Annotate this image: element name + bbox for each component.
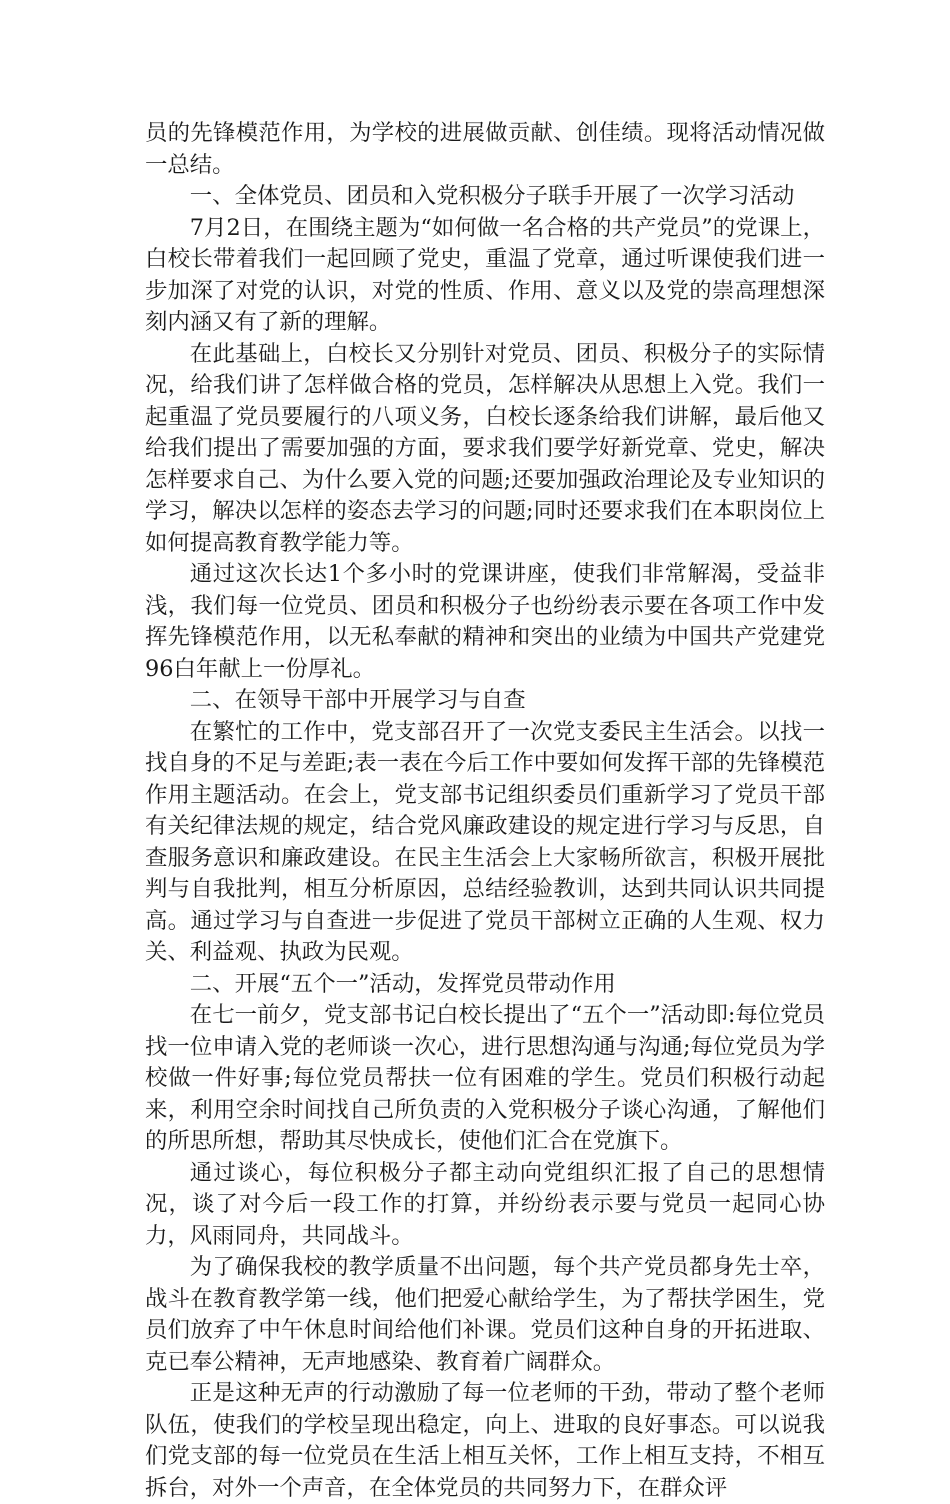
paragraph-democratic-life-meeting: 在繁忙的工作中，党支部召开了一次党支委民主生活会。以找一找自身的不足与差距;表一表在今后工作中要如何发挥干部的先锋模范作用主题活动。在会上，党支部书记组织委员们重新学习了党员干部有关纪律法规的规定，结合党风廉政建设的规定进行学习与反思，自查服务意识和廉政建设。在民主生活会上大家畅所欲言，积极开展批判与自我批判，相互分析原因，总结经验教训，达到共同认识共同提高。通过学习与自查进一步促进了党员干部树立正确的人生观、权力关、利益观、执政为民观。	[145, 718, 825, 965]
paragraph-silent-action: 正是这种无声的行动激励了每一位老师的干劲，带动了整个老师队伍，使我们的学校呈现出稳定，向上、进取的良好事态。可以说我们党支部的每一位党员在生活上相互关怀，工作上相互支持，不相互拆台，对外一个声音，在全体党员的共同努力下，在群众评	[145, 1380, 825, 1501]
paragraph-heart-to-heart: 通过谈心，每位积极分子都主动向党组织汇报了自己的思想情况，谈了对今后一段工作的打算，并纷纷表示要与党员一起同心协力，风雨同舟，共同战斗。	[145, 1159, 825, 1249]
paragraph-five-ones-activity: 在七一前夕，党支部书记白校长提出了“五个一”活动即:每位党员找一位申请入党的老师谈一次心，进行思想沟通与沟通;每位党员为学校做一件好事;每位党员帮扶一位有困难的学生。党员们积极行动起来，利用空余时间找自己所负责的入党积极分子谈心沟通，了解他们的所思所想，帮助其尽快成长，使他们汇合在党旗下。	[145, 1002, 825, 1154]
heading-section-3: 二、开展“五个一”活动，发挥党员带动作用	[189, 970, 616, 997]
heading-section-2: 二、在领导干部中开展学习与自查	[189, 687, 526, 713]
document-body	[145, 118, 825, 1504]
paragraph-intro-continued: 员的先锋模范作用，为学校的进展做贡献、创佳绩。现将活动情况做一总结。	[145, 120, 825, 178]
paragraph-teaching-quality: 为了确保我校的教学质量不出问题，每个共产党员都身先士卒，战斗在教育教学第一线，他们把爱心献给学生，为了帮扶学困生，党员们放弃了中午休息时间给他们补课。党员们这种自身的开拓进取、克已奉公精神，无声地感染、教育着广阔群众。	[145, 1254, 825, 1375]
paragraph-qualified-member: 在此基础上，白校长又分别针对党员、团员、积极分子的实际情况，给我们讲了怎样做合格的党员，怎样解决从思想上入党。我们一起重温了党员要履行的八项义务，白校长逐条给我们讲解，最后他又给我们提出了需要加强的方面，要求我们要学好新党章、党史，解决怎样要求自己、为什么要入党的问题;还要加强政治理论及专业知识的学习，解决以怎样的姿态去学习的问题;同时还要求我们在本职岗位上如何提高教育教学能力等。	[145, 340, 825, 556]
paragraph-party-lesson: 7月2日，在围绕主题为“如何做一名合格的共产党员”的党课上，白校长带着我们一起回顾了党史，重温了党章，通过听课使我们进一步加深了对党的认识，对党的性质、作用、意义以及党的崇高理想深刻内涵又有了新的理解。	[145, 214, 825, 335]
heading-section-1: 一、全体党员、团员和入党积极分子联手开展了一次学习活动	[189, 183, 795, 209]
paragraph-lecture-result: 通过这次长达1个多小时的党课讲座，使我们非常解渴，受益非浅，我们每一位党员、团员和积极分子也纷纷表示要在各项工作中发挥先锋模范作用，以无私奉献的精神和突出的业绩为中国共产党建党96白年献上一份厚礼。	[145, 561, 825, 682]
